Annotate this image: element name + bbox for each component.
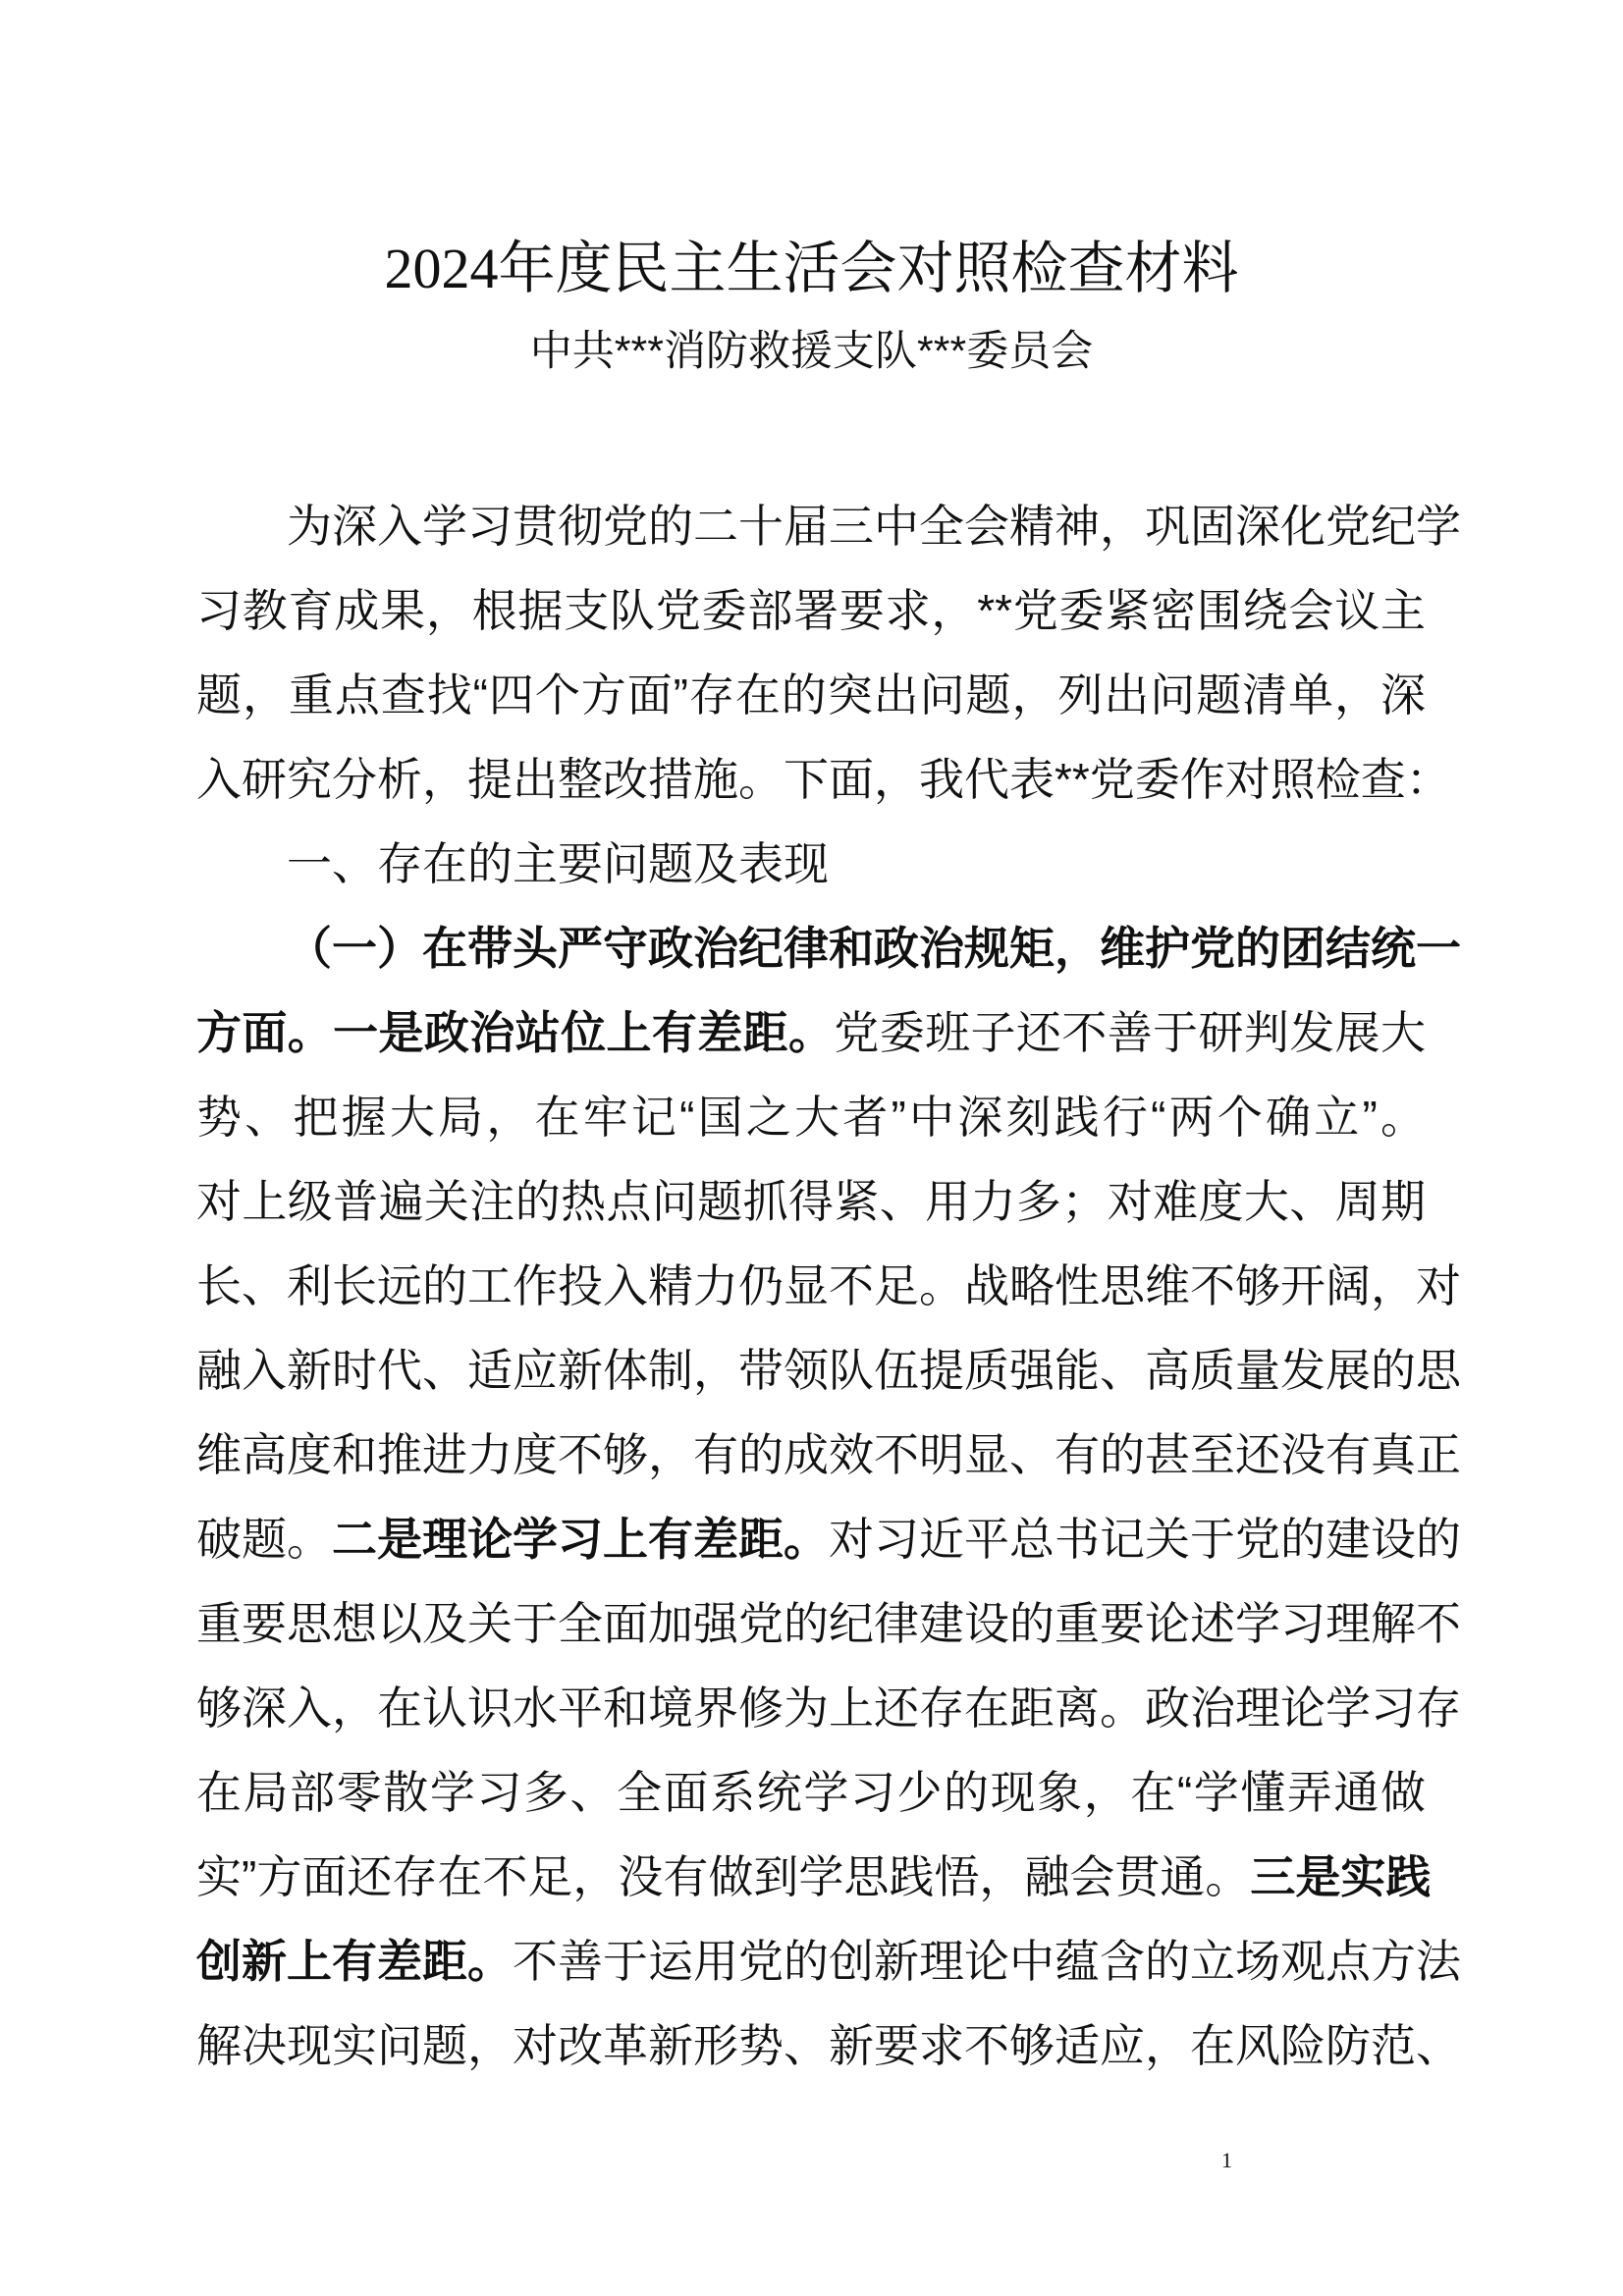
text-line <box>196 581 1426 666</box>
text-segment: 够深入，在认识水平和境界修为上还存在距离。政治理论学习存 <box>196 1682 1461 1734</box>
text-line <box>196 1763 1426 1847</box>
bold-text-segment: 创新上有差距。 <box>196 1936 513 1987</box>
bold-text-segment: 二是理论学习上有差距。 <box>332 1514 829 1565</box>
text-segment: 对习近平总书记关于党的建设的 <box>829 1514 1461 1565</box>
text-segment: 一、存在的主要问题及表现 <box>287 838 829 889</box>
text-line <box>196 750 1451 834</box>
text-segment: 势、把握大局，在牢记“国之大者”中深刻践行“两个确立”。 <box>196 1092 1426 1143</box>
page-number: 1 <box>1221 2148 1232 2172</box>
text-segment: 在局部零散学习多、全面系统学习少的现象，在“学懂弄通做 <box>196 1767 1426 1818</box>
text-line <box>196 1510 1461 1594</box>
text-segment: 解决现实问题，对改革新形势、新要求不够适应，在风险防范、 <box>196 2020 1461 2071</box>
text-segment: 实”方面还存在不足，没有做到学思践悟，融会贯通。 <box>196 1851 1251 1902</box>
text-segment: 不善于运用党的创新理论中蕴含的立场观点方法 <box>513 1936 1461 1987</box>
text-line <box>196 497 1461 581</box>
text-line <box>196 919 1461 1003</box>
text-segment: 对上级普遍关注的热点问题抓得紧、用力多；对难度大、周期 <box>196 1176 1426 1227</box>
document-title: 2024年度民主生活会对照检查材料 <box>384 237 1239 300</box>
text-line <box>196 1256 1461 1341</box>
text-line <box>196 1088 1426 1172</box>
text-segment: 党委班子还不善于研判发展大 <box>834 1007 1427 1058</box>
text-line <box>196 834 1426 919</box>
text-line <box>196 1847 1432 1932</box>
text-line <box>196 666 1426 750</box>
text-line <box>196 1341 1461 1425</box>
text-line <box>196 1594 1461 1679</box>
text-segment: 入研究分析，提出整改措施。下面，我代表**党委作对照检查： <box>196 754 1451 805</box>
document-body <box>196 497 1461 2101</box>
text-segment: 习教育成果，根据支队党委部署要求，**党委紧密围绕会议主 <box>196 585 1426 636</box>
text-line <box>196 2016 1461 2101</box>
text-line <box>196 1425 1461 1510</box>
text-line <box>196 1679 1461 1763</box>
document-subtitle: 中共***消防救援支队***委员会 <box>529 328 1094 375</box>
text-segment: 破题。 <box>196 1514 332 1565</box>
text-segment: 题，重点查找“四个方面”存在的突出问题，列出问题清单，深 <box>196 669 1426 721</box>
bold-text-segment: （一）在带头严守政治纪律和政治规矩，维护党的团结统一 <box>287 923 1461 974</box>
text-segment: 重要思想以及关于全面加强党的纪律建设的重要论述学习理解不 <box>196 1598 1461 1649</box>
bold-text-segment: 方面。一是政治站位上有差距。 <box>196 1007 835 1058</box>
text-line <box>196 1003 1426 1088</box>
text-segment: 为深入学习贯彻党的二十届三中全会精神，巩固深化党纪学 <box>287 501 1461 552</box>
bold-text-segment: 三是实践 <box>1250 1851 1432 1902</box>
text-segment: 融入新时代、适应新体制，带领队伍提质强能、高质量发展的思 <box>196 1345 1461 1396</box>
text-line <box>196 1172 1426 1256</box>
text-line <box>196 1932 1461 2016</box>
text-segment: 维高度和推进力度不够，有的成效不明显、有的甚至还没有真正 <box>196 1429 1461 1480</box>
text-segment: 长、利长远的工作投入精力仍显不足。战略性思维不够开阔，对 <box>196 1260 1461 1311</box>
